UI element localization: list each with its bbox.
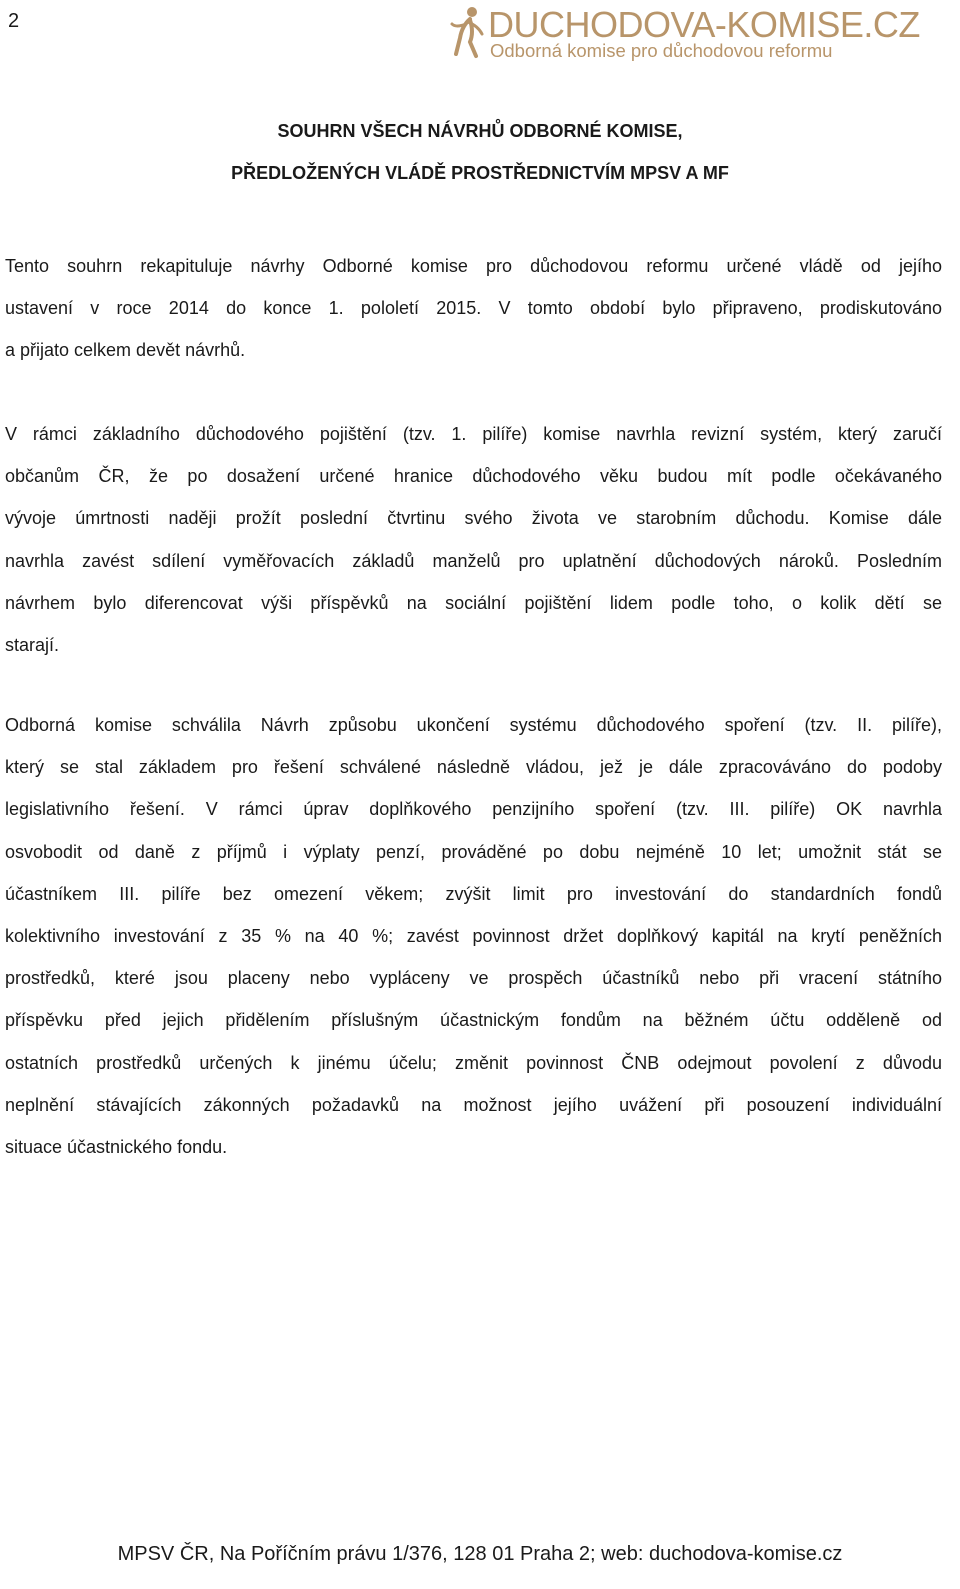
text-line: který se stal základem pro řešení schválené následně vládou, jež je dále zpracováváno do podoby — [5, 757, 942, 778]
site-logo[interactable] — [448, 4, 958, 62]
text-line: občanům ČR, že po dosažení určené hranice důchodového věku budou mít podle očekávaného — [5, 466, 942, 487]
page-footer: MPSV ČR, Na Poříčním právu 1/376, 128 01 Praha 2; web: duchodova-komise.cz — [117, 1543, 843, 1565]
text-line: osvobodit od daně z příjmů i výplaty penzí, prováděné po dobu nejméně 10 let; umožnit stát se — [5, 841, 942, 862]
text-line: ustavení v roce 2014 do konce 1. pololetí 2015. V tomto období bylo připraveno, prodiskutováno — [5, 298, 942, 318]
text-line: legislativního řešení. V rámci úprav doplňkového penzijního spoření (tzv. III. pilíře) OK navrhla — [5, 799, 942, 820]
text-line: ostatních prostředků určených k jinému účelu; změnit povinnost ČNB odejmout povolení z důvodu — [5, 1052, 942, 1073]
text-line: starají. — [5, 635, 60, 656]
text-line: Tento souhrn rekapituluje návrhy Odborné komise pro důchodovou reformu určené vládě od jejího — [5, 256, 942, 276]
document-title-line-2: PŘEDLOŽENÝCH VLÁDĚ PROSTŘEDNICTVÍM MPSV A MF — [231, 163, 729, 183]
text-line: a přijato celkem devět návrhů. — [5, 340, 246, 360]
page-number: 2 — [8, 10, 20, 32]
paragraph-pillar-1 — [5, 413, 942, 666]
text-line: příspěvku před jejich přidělením příslušným účastnickým fondům na běžném účtu odděleně od — [5, 1010, 942, 1031]
text-line: kolektivního investování z 35 % na 40 %; zavést povinnost držet doplňkový kapitál na krytí peněžních — [5, 926, 942, 947]
paragraph-intro — [5, 245, 942, 371]
text-line: situace účastnického fondu. — [5, 1137, 228, 1158]
document-title-line-1: SOUHRN VŠECH NÁVRHŮ ODBORNÉ KOMISE, — [277, 121, 683, 141]
text-line: vývoje úmrtnosti naději prožít poslední čtvrtinu svého života ve starobním důchodu. Komise dále — [5, 508, 942, 529]
logo-tagline: Odborná komise pro důchodovou reformu — [490, 40, 833, 61]
text-line: prostředků, které jsou placeny nebo vypláceny ve prospěch účastníků nebo při vracení státního — [5, 968, 942, 989]
walking-figure-icon — [448, 4, 488, 60]
text-line: navrhla zavést sdílení vyměřovacích základů manželů pro uplatnění důchodových nároků. Posledním — [5, 550, 942, 571]
text-line: návrhem bylo diferencovat výši příspěvků na sociální pojištění lidem podle toho, o kolik dětí se — [5, 592, 942, 613]
text-line: V rámci základního důchodového pojištění (tzv. 1. pilíře) komise navrhla revizní systém, který zaručí — [5, 424, 942, 444]
paragraph-pillar-2-3 — [5, 704, 942, 1168]
text-line: Odborná komise schválila Návrh způsobu ukončení systému důchodového spoření (tzv. II. pilíře), — [5, 715, 942, 735]
text-line: neplnění stávajících zákonných požadavků na možnost jejího uvážení při posouzení individuální — [5, 1094, 942, 1115]
text-line: účastníkem III. pilíře bez omezení věkem; zvýšit limit pro investování do standardních fondů — [5, 883, 942, 904]
logo-name: DUCHODOVA-KOMISE.CZ — [488, 4, 920, 45]
